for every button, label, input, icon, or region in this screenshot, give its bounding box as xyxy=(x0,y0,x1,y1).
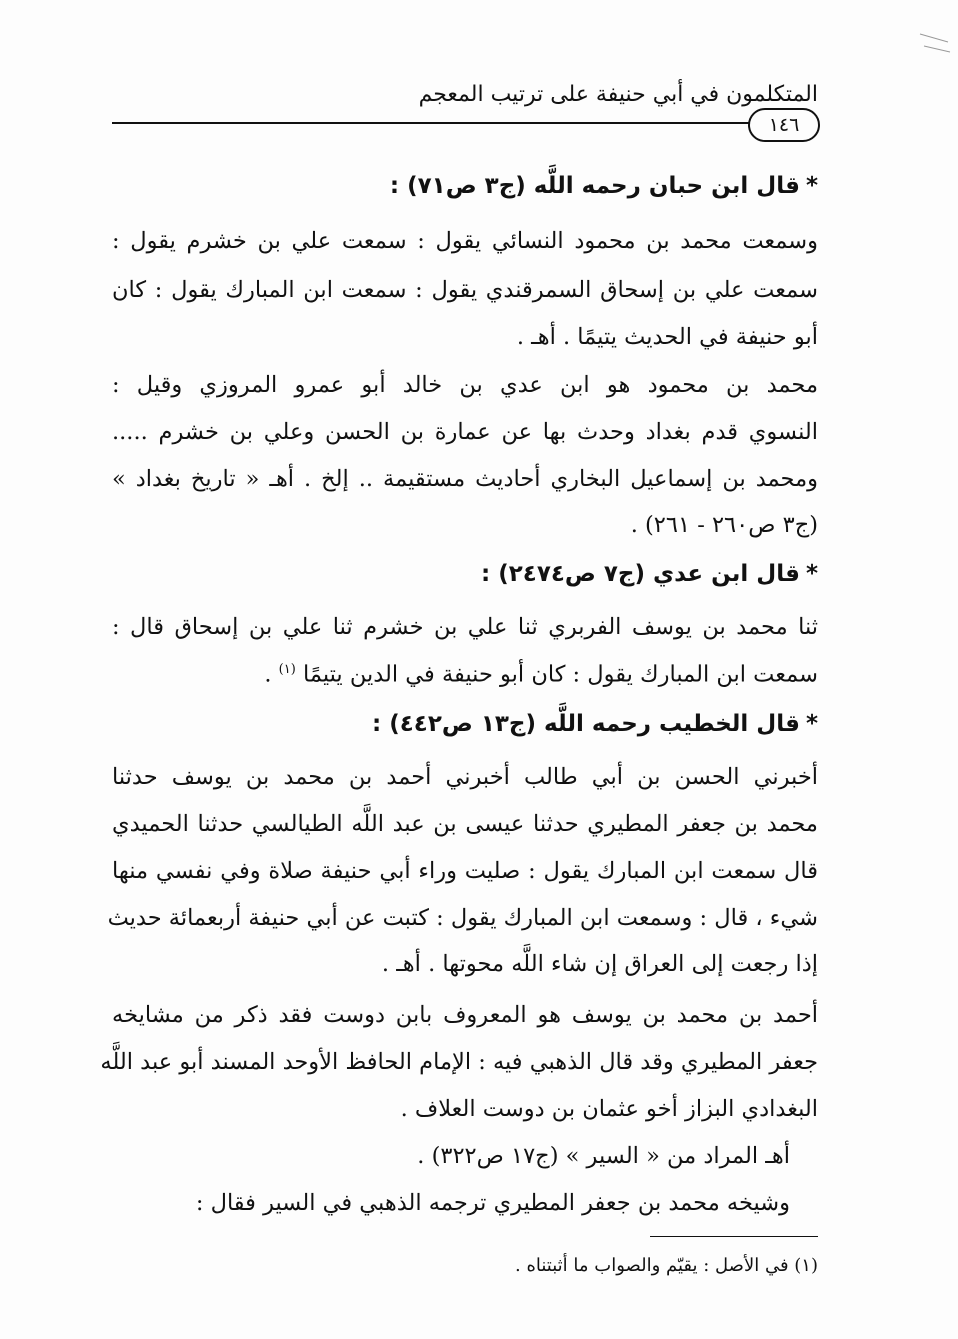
line-text: سمعت ابن المبارك يقول : كان أبو حنيفة في الدين يتيمًا xyxy=(302,661,818,688)
text-line: جعفر المطيري وقد قال الذهبي فيه : الإمام الحافظ الأوحد المسند أبو عبد اللَّه xyxy=(100,1049,818,1075)
line-end: . xyxy=(264,661,272,688)
text-line: (ج٣ ص٢٦٠ - ٢٦١) . xyxy=(630,512,818,538)
text-line: محمد بن جعفر المطيري حدثنا عيسى بن عبد اللَّه الطيالسي حدثنا الحميدي xyxy=(112,811,818,837)
footnote-marker: (١) xyxy=(278,662,296,677)
text-line: ومحمد بن إسماعيل البخاري أحاديث مستقيمة .. إلخ . أهـ « تاريخ بغداد » xyxy=(112,466,818,492)
text-line: وسمعت محمد بن محمود النسائي يقول : سمعت علي بن خشرم يقول : xyxy=(112,228,818,254)
text-line: ثنا محمد بن يوسف الفربري ثنا علي بن خشرم ثنا علي بن إسحاق قال : xyxy=(112,614,818,640)
heading-text: قال الخطيب رحمه اللَّه (ج١٣ ص٤٤٢) : xyxy=(372,711,800,737)
footnote-rule xyxy=(650,1236,818,1237)
text-line: محمد بن محمود هو ابن عدي بن خالد أبو عمرو المروزي وقيل : xyxy=(112,372,818,398)
footnote: (١) في الأصل : يقيّم والصواب ما أثبتناه . xyxy=(515,1255,818,1276)
text-line: أهـ المراد من « السير » (ج١٧ ص٣٢٢) . xyxy=(417,1143,790,1169)
heading-text: قال ابن عدي (ج٧ ص٢٤٧٤) : xyxy=(481,561,800,587)
text-line: أبو حنيفة في الحديث يتيمًا . أهـ . xyxy=(516,324,818,350)
corner-mark xyxy=(918,30,952,54)
header-rule xyxy=(112,122,812,124)
text-line: البغدادي البزاز أخو عثمان بن دوست العلاف . xyxy=(400,1096,818,1122)
text-line: أحمد بن محمد بن يوسف هو المعروف بابن دوست فقد ذكر من مشايخه xyxy=(112,1002,818,1028)
section-heading xyxy=(390,175,818,198)
heading-star: * xyxy=(805,561,818,587)
text-line xyxy=(264,663,818,686)
page-number: ١٤٦ xyxy=(748,108,820,142)
heading-star: * xyxy=(805,711,818,737)
running-title: المتكلمون في أبي حنيفة على ترتيب المعجم xyxy=(418,82,818,107)
heading-text: قال ابن حبان رحمه اللَّه (ج٣ ص٧١) : xyxy=(389,173,800,199)
text-line: أخبرني الحسن بن أبي طالب أخبرني أحمد بن محمد بن يوسف حدثنا xyxy=(112,764,818,790)
text-line: النسوي قدم بغداد وحدث بها عن عمارة بن الحسن وعلي بن خشرم ..... xyxy=(112,419,818,445)
heading-star: * xyxy=(805,173,818,199)
section-heading xyxy=(481,563,818,586)
text-line: شيء ، قال : وسمعت ابن المبارك يقول : كتبت عن أبي حنيفة أربعمائة حديث xyxy=(107,905,818,931)
text-line: قال سمعت ابن المبارك يقول : صليت وراء أبي حنيفة صلاة وفي نفسي منها xyxy=(112,858,818,884)
text-line: سمعت علي بن إسحاق السمرقندي يقول : سمعت ابن المبارك يقول : كان xyxy=(112,277,818,303)
section-heading xyxy=(372,713,818,736)
text-line: وشيخه محمد بن جعفر المطيري ترجمه الذهبي في السير فقال : xyxy=(195,1190,790,1216)
text-line: إذا رجعت إلى العراق إن شاء اللَّه محوتها . أهـ . xyxy=(381,951,818,977)
